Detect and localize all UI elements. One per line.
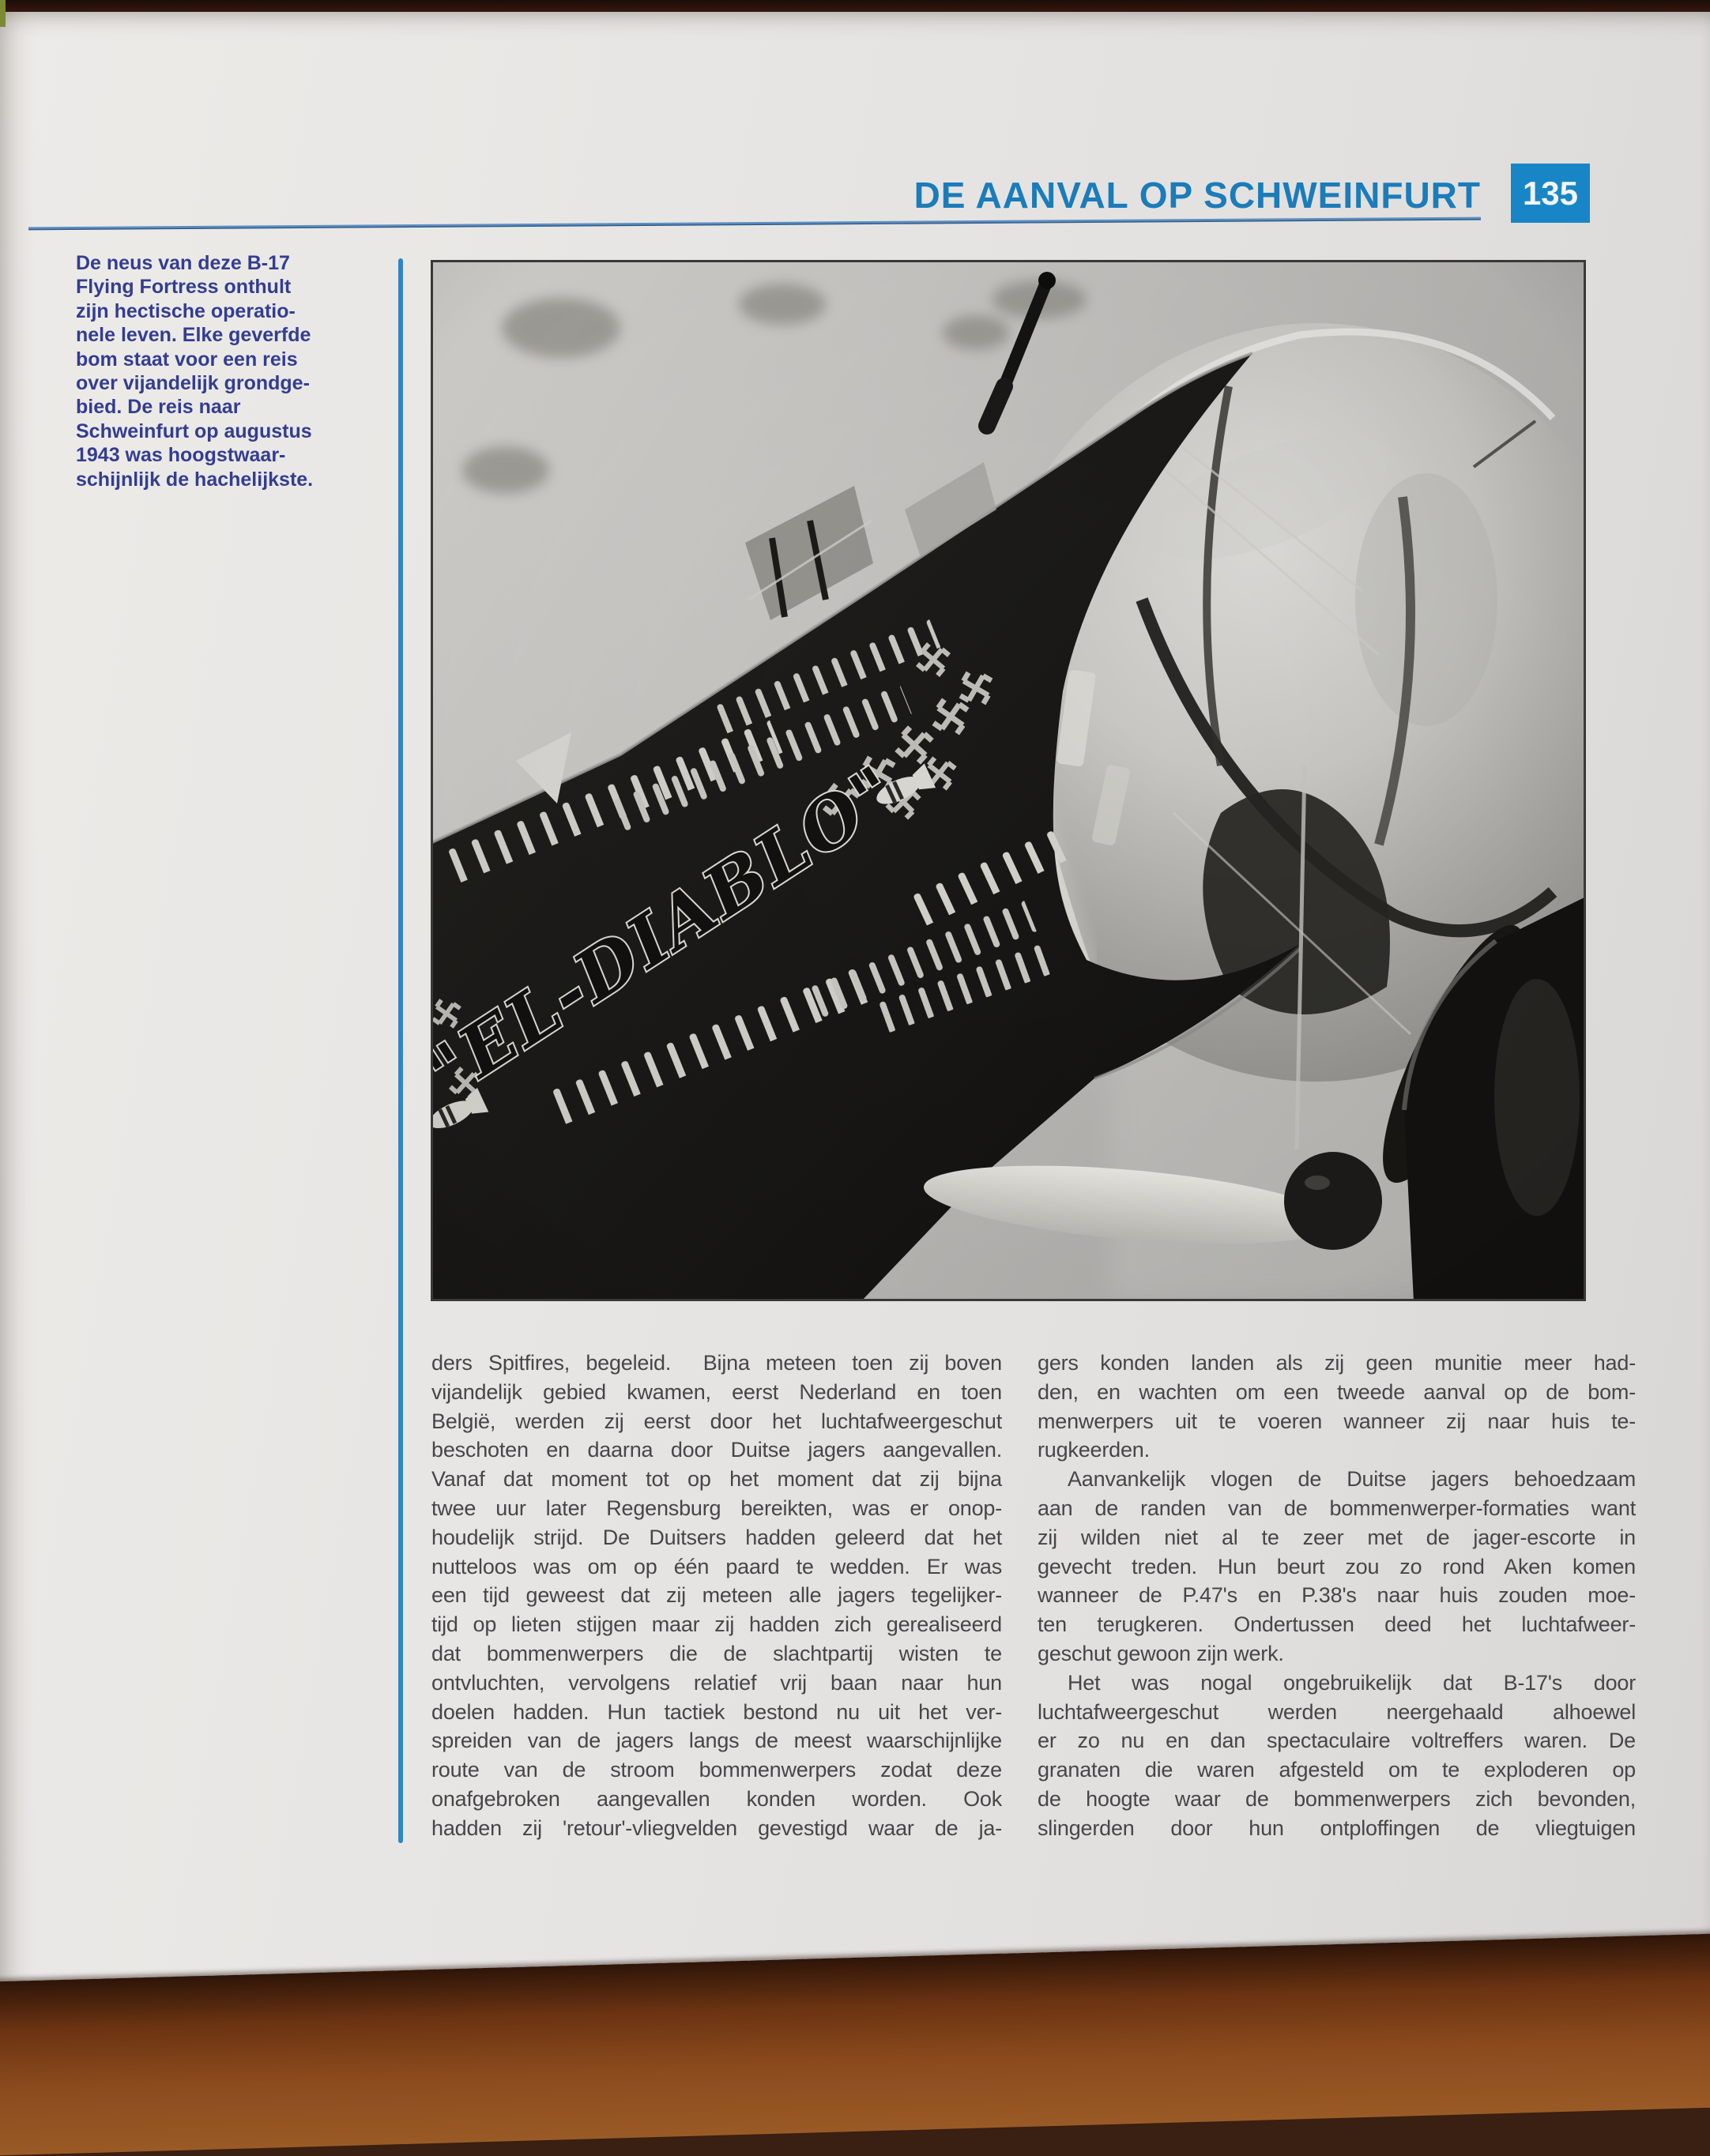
b17-photograph (431, 260, 1586, 1301)
text-line: luchtafweergeschut werden neergehaald alhoewel (1038, 1699, 1636, 1724)
text-line: geschut gewoon zijn werk. (1038, 1641, 1284, 1665)
text-line: spreiden van de jagers langs de meest waarschijnlijke (431, 1729, 1002, 1753)
text-line: slingerden door hun ontploffingen de vliegtuigen (1038, 1815, 1636, 1840)
photo-caption (76, 251, 392, 491)
text-line: gers konden landen als zij geen munitie meer had- (1038, 1351, 1636, 1375)
text-line: Het was nogal ongebruikelijk dat B-17's door (1068, 1670, 1636, 1695)
text-line: schijnlijk de hachelijkste. (76, 468, 314, 491)
photo-edge-corner-artifact (0, 0, 6, 27)
text-line: route van de stroom bommenwerpers zodat deze (431, 1758, 1002, 1782)
text-line: zij wilden niet al te zeer met de jager-escorte in (1038, 1525, 1636, 1549)
text-line: ontvluchten, vervolgens relatief vrij baan naar hun (431, 1670, 1002, 1695)
text-line: gevecht treden. Hun beurt zou zo rond Aken komen (1038, 1554, 1636, 1578)
text-line: menwerpers uit te voeren wanneer zij naar huis te- (1038, 1409, 1636, 1433)
photo-vignette (431, 260, 1586, 1301)
photo-edge-top (0, 0, 1710, 12)
text-line: ders Spitfires, begeleid. Bijna meteen toen zij boven (431, 1351, 1002, 1375)
text-line: tijd op lieten stijgen maar zij hadden zich gerealiseerd (431, 1612, 1002, 1637)
text-line: Flying Fortress onthult (76, 276, 292, 299)
text-line: den, en wachten om een tweede aanval op de bom- (1038, 1379, 1636, 1404)
text-line: vijandelijk gebied kwamen, eerst Nederland en toen (431, 1379, 1002, 1404)
text-line: houdelijk strijd. De Duitsers hadden geleerd dat het (431, 1525, 1002, 1549)
text-line: onafgebroken aangevallen konden worden. Ook (431, 1786, 1002, 1811)
text-line: wanneer de P.47's en P.38's naar huis zouden moe- (1038, 1583, 1636, 1608)
text-line: nele leven. Elke geverfde (76, 324, 311, 347)
caption-divider-line (398, 258, 403, 1843)
text-line: doelen hadden. Hun tactiek bestond nu uit het ver- (431, 1699, 1002, 1724)
text-line: zijn hectische operatio- (76, 299, 296, 322)
text-line: Vanaf dat moment tot op het moment dat zij bijna (431, 1467, 1002, 1492)
header-rule (28, 217, 1481, 231)
text-line: bom staat voor een reis (76, 348, 298, 371)
text-line: 1943 was hoogstwaar- (76, 444, 286, 467)
text-line: dat bommenwerpers die de slachtpartij wisten te (431, 1641, 1002, 1665)
b17-photo-svg (431, 260, 1586, 1301)
text-line: ten terugkeren. Ondertussen deed het luchtafweer- (1038, 1612, 1636, 1637)
text-line: België, werden zij eerst door het luchtafweergeschut (431, 1409, 1002, 1433)
text-line: aan de randen van de bommenwerper-formaties want (1038, 1496, 1636, 1520)
text-line: over vijandelijk grondge- (76, 371, 310, 394)
text-line: twee uur later Regensburg bereikten, was er onop- (431, 1496, 1002, 1520)
text-line: Schweinfurt op augustus (76, 420, 312, 442)
text-line: beschoten en daarna door Duitse jagers aangevallen. (431, 1438, 1002, 1462)
text-line: de hoogte waar de bommenwerpers zich bevonden, (1038, 1786, 1636, 1811)
text-line: granaten die waren afgesteld om te exploderen op (1038, 1758, 1636, 1782)
book-page (0, 12, 1710, 1987)
text-line: een tijd geweest dat zij meteen alle jagers tegelijker- (431, 1583, 1002, 1608)
text-line: rugkeerden. (1038, 1438, 1150, 1462)
page-number-badge: 135 (1511, 164, 1590, 223)
body-column-left (431, 1349, 1002, 1843)
text-line: hadden zij 'retour'-vliegvelden gevestigd waar de ja- (431, 1815, 1002, 1840)
body-column-right (1038, 1349, 1636, 1843)
text-line: er zo nu en dan spectaculaire voltreffers waren. De (1038, 1729, 1636, 1753)
text-line: bied. De reis naar (76, 396, 241, 419)
text-line: De neus van deze B-17 (76, 252, 290, 274)
text-line: Aanvankelijk vlogen de Duitse jagers behoedzaam (1068, 1467, 1636, 1492)
text-line: nutteloos was om op één paard te wedden. Er was (431, 1554, 1002, 1578)
page-title: DE AANVAL OP SCHWEINFURT (913, 175, 1481, 216)
